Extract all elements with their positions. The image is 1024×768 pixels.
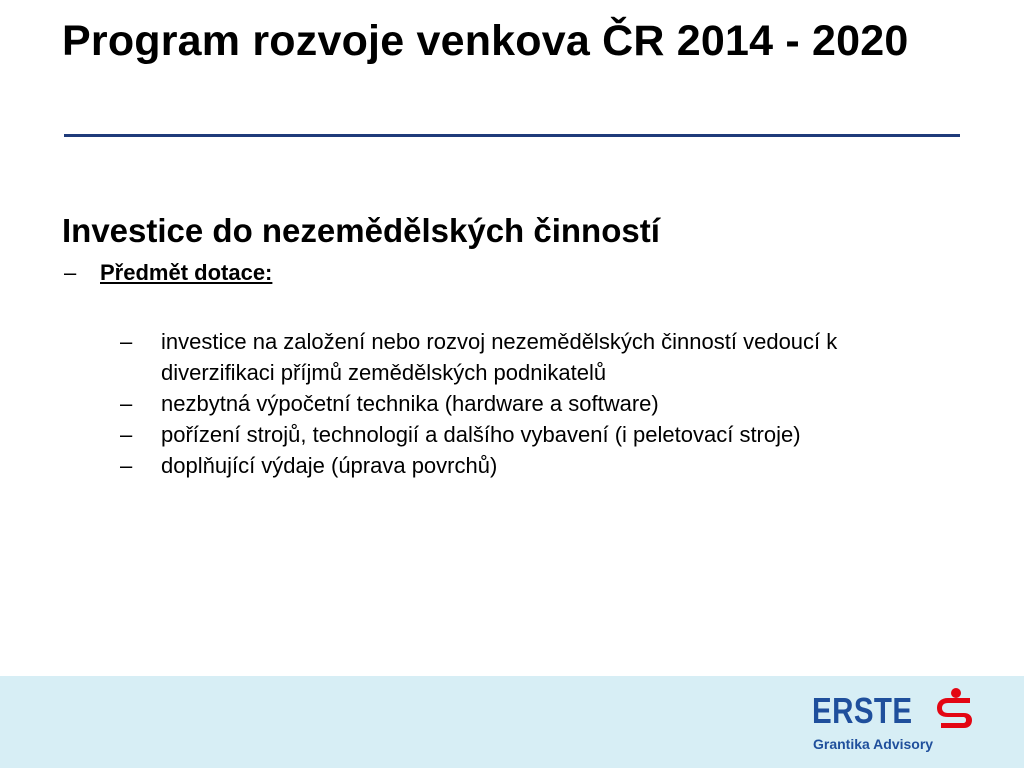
level1-label: Předmět dotace: [100,260,273,285]
logo-subtitle: Grantika Advisory [813,736,934,752]
bullet-text: investice na založení nebo rozvoj nezemědělských činností vedoucí k diverzifikaci příjmů zemědělských podnikatelů [161,329,838,385]
erste-logo [812,685,982,759]
bullet-dash: – [120,329,133,354]
erste-s-icon [936,687,976,731]
bullet-dash: – [120,391,133,416]
bullet-text: doplňující výdaje (úprava povrchů) [161,453,498,478]
bullet-item [120,388,940,419]
bullet-list [120,326,940,481]
bullet-item [120,326,940,388]
logo-wordmark: ERSTE [812,690,913,731]
bullet-item [120,419,940,450]
level1-dash: – [64,260,77,285]
bullet-dash: – [120,453,133,478]
title-underline [64,134,960,137]
bullet-text: pořízení strojů, technologií a dalšího vybavení (i peletovací stroje) [161,422,801,447]
bullet-item [120,450,940,481]
slide-subtitle: Investice do nezemědělských činností [62,212,660,249]
slide-title: Program rozvoje venkova ČR 2014 - 2020 [62,17,909,65]
level1-item [64,257,272,289]
bullet-dash: – [120,422,133,447]
bullet-text: nezbytná výpočetní technika (hardware a software) [161,391,659,416]
